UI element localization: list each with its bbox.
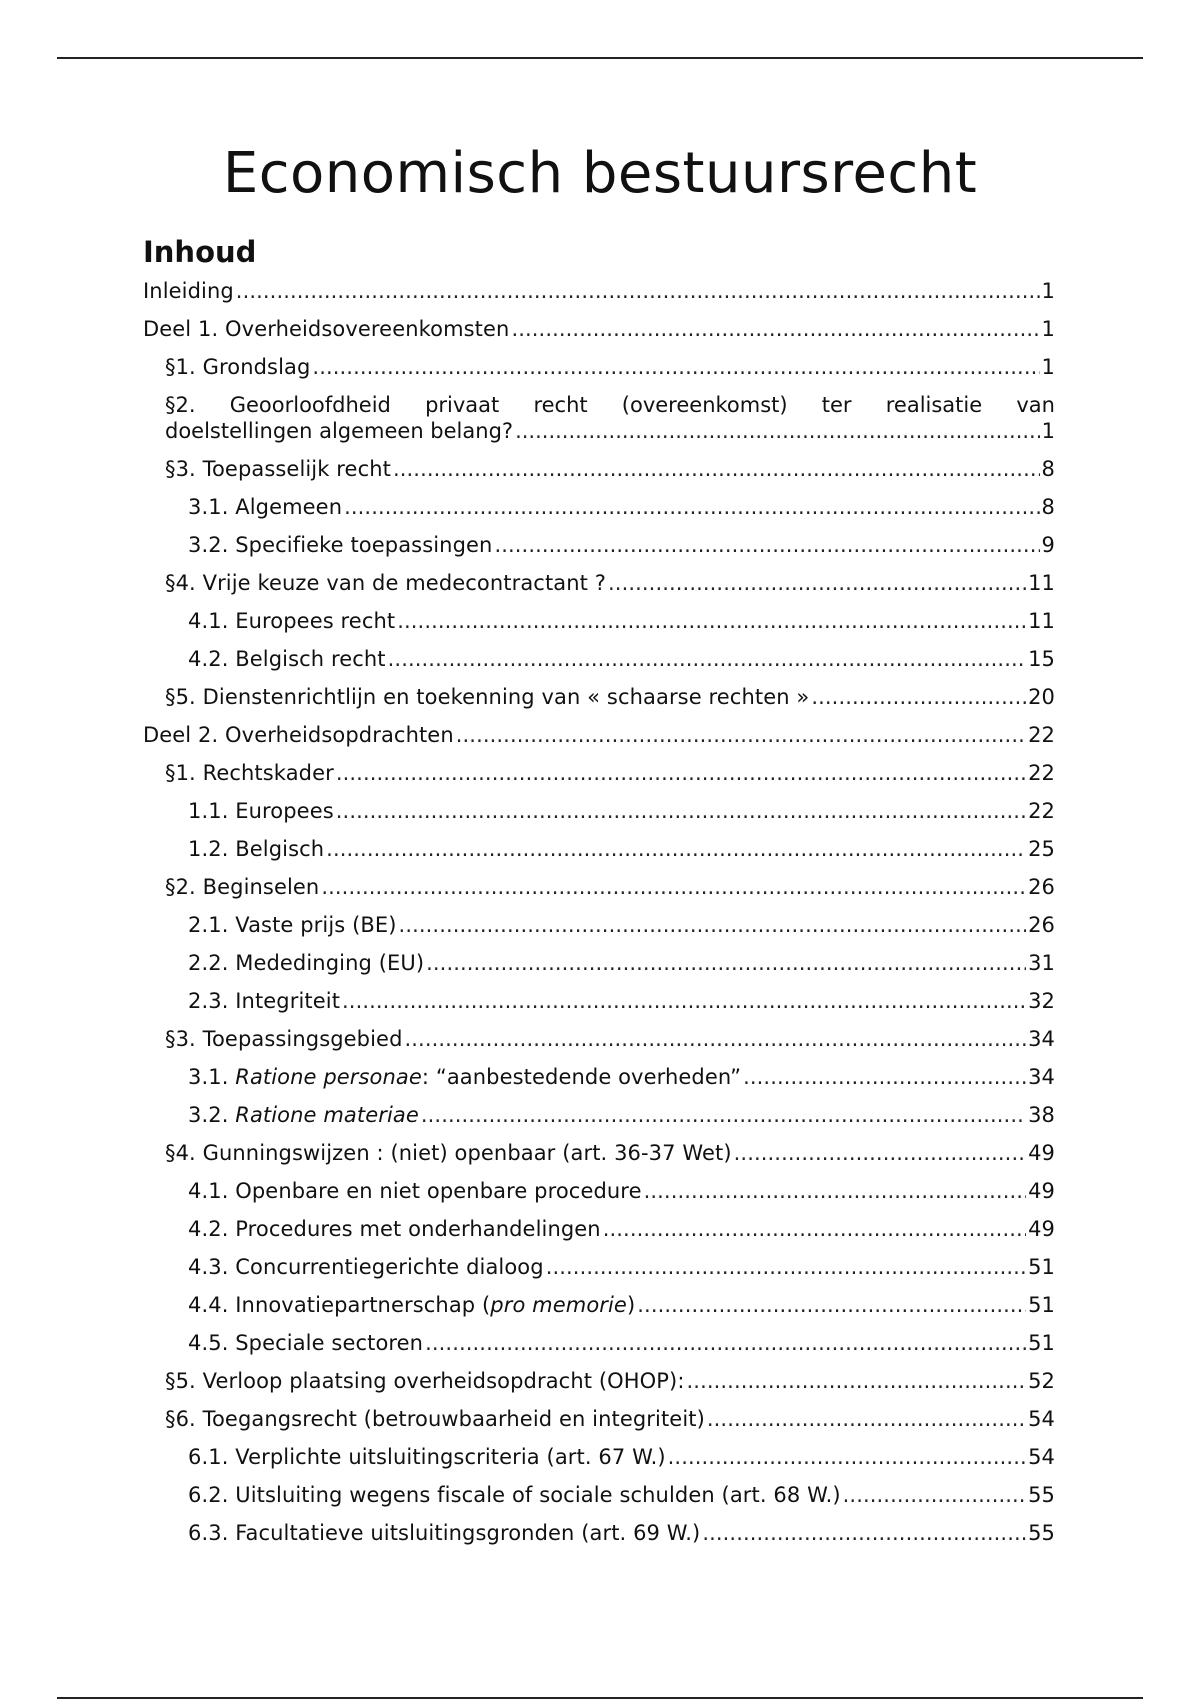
toc-word: recht — [533, 393, 588, 417]
toc-entry-title — [188, 1292, 635, 1318]
toc-entry[interactable] — [143, 1064, 1055, 1090]
toc-dot-leader — [702, 1520, 1026, 1546]
toc-entry[interactable] — [143, 1444, 1055, 1470]
footer-rule — [57, 1697, 1143, 1699]
toc-page-number: 26 — [1028, 875, 1055, 899]
toc-entry-title: 6.1. Verplichte uitsluitingscriteria (art. 67 W.) — [188, 1445, 666, 1469]
toc-dot-leader — [397, 608, 1026, 634]
toc-entry-italic: Ratione personae — [235, 1065, 422, 1089]
toc-entry-wrapped[interactable] — [143, 392, 1055, 444]
header-rule — [57, 57, 1143, 59]
toc-entry-title-line1 — [165, 392, 1055, 418]
toc-entry-title: §4. Vrije keuze van de medecontractant ? — [165, 571, 607, 595]
toc-dot-leader — [399, 912, 1027, 938]
toc-entry[interactable] — [143, 1368, 1055, 1394]
toc-page-number: 22 — [1028, 799, 1055, 823]
toc-dot-leader — [811, 684, 1026, 710]
toc-entry[interactable] — [143, 722, 1055, 748]
toc-entry-title — [188, 1102, 419, 1128]
toc-entry[interactable] — [143, 532, 1055, 558]
toc-dot-leader — [236, 278, 1040, 304]
toc-page-number: 52 — [1028, 1369, 1055, 1393]
toc-entry-title: 6.3. Facultatieve uitsluitingsgronden (art. 69 W.) — [188, 1521, 701, 1545]
toc-entry-title: 4.5. Speciale sectoren — [188, 1331, 424, 1355]
toc-page-number: 34 — [1028, 1065, 1055, 1089]
toc-dot-leader — [342, 988, 1026, 1014]
toc-dot-leader — [405, 1026, 1027, 1052]
toc-dot-leader — [511, 316, 1039, 342]
toc-entry-prefix: 3.2. — [188, 1103, 236, 1127]
toc-entry[interactable] — [143, 456, 1055, 482]
toc-entry-suffix: : “aanbestedende overheden” — [421, 1065, 742, 1089]
toc-entry-title: §5. Verloop plaatsing overheidsopdracht (OHOP): — [165, 1369, 685, 1393]
toc-entry-title: 4.2. Procedures met onderhandelingen — [188, 1217, 601, 1241]
toc-entry-title: doelstellingen algemeen belang? — [165, 419, 514, 443]
toc-dot-leader — [843, 1482, 1026, 1508]
document-title: Economisch bestuursrecht — [222, 141, 978, 206]
toc-dot-leader — [707, 1406, 1026, 1432]
toc-entry-title: 2.3. Integriteit — [188, 989, 341, 1013]
toc-entry[interactable] — [143, 354, 1055, 380]
toc-dot-leader — [734, 1140, 1026, 1166]
toc-entry[interactable] — [143, 912, 1055, 938]
toc-entry-title: 4.1. Openbare en niet openbare procedure — [188, 1179, 642, 1203]
toc-word: ter — [821, 393, 852, 417]
toc-entry-title: 4.2. Belgisch recht — [188, 647, 386, 671]
toc-entry-title: §2. Beginselen — [165, 875, 320, 899]
toc-page-number: 55 — [1028, 1483, 1055, 1507]
toc-entry-title: 1.2. Belgisch — [188, 837, 325, 861]
toc-word: privaat — [425, 393, 500, 417]
toc-page-number: 49 — [1028, 1141, 1055, 1165]
toc-page-number: 1 — [1041, 355, 1055, 379]
toc-word: (overeenkomst) — [621, 393, 788, 417]
toc-entry[interactable] — [143, 1520, 1055, 1546]
toc-entry[interactable] — [143, 1026, 1055, 1052]
toc-page-number: 49 — [1028, 1217, 1055, 1241]
toc-entry[interactable] — [143, 988, 1055, 1014]
toc-entry[interactable] — [143, 608, 1055, 634]
toc-page-number: 32 — [1028, 989, 1055, 1013]
toc-entry-prefix: 4.4. Innovatiepartnerschap ( — [188, 1293, 491, 1317]
toc-page-number: 34 — [1028, 1027, 1055, 1051]
toc-dot-leader — [312, 354, 1039, 380]
toc-entry[interactable] — [143, 836, 1055, 862]
toc-page-number: 25 — [1028, 837, 1055, 861]
toc-page-number: 11 — [1028, 609, 1055, 633]
toc-word: realisatie — [885, 393, 983, 417]
toc-entry-title — [188, 1064, 741, 1090]
toc-entry[interactable] — [143, 646, 1055, 672]
toc-entry-title: Deel 2. Overheidsopdrachten — [143, 723, 454, 747]
toc-entry-title: 3.2. Specifieke toepassingen — [188, 533, 493, 557]
toc-entry[interactable] — [143, 1102, 1055, 1128]
toc-entry-title-line2 — [165, 418, 1055, 444]
toc-entry-title: §3. Toepassingsgebied — [165, 1027, 403, 1051]
toc-entry[interactable] — [143, 1254, 1055, 1280]
toc-page-number: 11 — [1028, 571, 1055, 595]
toc-dot-leader — [608, 570, 1026, 596]
toc-entry-title: Deel 1. Overheidsovereenkomsten — [143, 317, 510, 341]
toc-word: van — [1016, 393, 1055, 417]
toc-dot-leader — [321, 874, 1026, 900]
toc-page-number: 22 — [1028, 723, 1055, 747]
toc-page-number: 22 — [1028, 761, 1055, 785]
toc-page-number: 20 — [1028, 685, 1055, 709]
toc-entry[interactable] — [143, 494, 1055, 520]
toc-entry-title: 2.2. Mededinging (EU) — [188, 951, 425, 975]
toc-page-number: 31 — [1028, 951, 1055, 975]
toc-entry-title: 3.1. Algemeen — [188, 495, 343, 519]
toc-entry[interactable] — [143, 684, 1055, 710]
toc-page-number: 51 — [1028, 1255, 1055, 1279]
toc-entry-title: 4.3. Concurrentiegerichte dialoog — [188, 1255, 544, 1279]
toc-dot-leader — [393, 456, 1040, 482]
toc-page-number: 1 — [1041, 317, 1055, 341]
toc-entry-title: §4. Gunningswijzen : (niet) openbaar (art. 36-37 Wet) — [165, 1141, 732, 1165]
toc-page-number: 54 — [1028, 1407, 1055, 1431]
toc-entry-title: §3. Toepasselijk recht — [165, 457, 391, 481]
toc-entry-title: §1. Rechtskader — [165, 761, 334, 785]
toc-dot-leader — [546, 1254, 1026, 1280]
toc-dot-leader — [421, 1102, 1026, 1128]
toc-dot-leader — [388, 646, 1026, 672]
toc-dot-leader — [336, 798, 1026, 824]
toc-entry-title: 4.1. Europees recht — [188, 609, 396, 633]
toc-page-number: 1 — [1041, 279, 1055, 303]
toc-dot-leader — [494, 532, 1039, 558]
toc-dot-leader — [637, 1292, 1026, 1318]
toc-page-number: 8 — [1041, 495, 1055, 519]
toc-entry-title: §6. Toegangsrecht (betrouwbaarheid en integriteit) — [165, 1407, 705, 1431]
toc-entry[interactable] — [143, 316, 1055, 342]
toc-page-number: 9 — [1041, 533, 1055, 557]
toc-word: Geoorloofdheid — [229, 393, 391, 417]
toc-entry[interactable] — [143, 1140, 1055, 1166]
toc-dot-leader — [426, 950, 1026, 976]
toc-entry-title: 2.1. Vaste prijs (BE) — [188, 913, 397, 937]
toc-dot-leader — [743, 1064, 1026, 1090]
toc-dot-leader — [425, 1330, 1026, 1356]
toc-dot-leader — [515, 418, 1040, 444]
toc-entry[interactable] — [143, 278, 1055, 304]
toc-entry[interactable] — [143, 1330, 1055, 1356]
toc-dot-leader — [344, 494, 1039, 520]
toc-entry-title: §5. Dienstenrichtlijn en toekenning van « schaarse rechten » — [165, 685, 810, 709]
toc-dot-leader — [644, 1178, 1026, 1204]
toc-page-number: 1 — [1041, 419, 1055, 443]
toc-dot-leader — [326, 836, 1026, 862]
toc-page-number: 55 — [1028, 1521, 1055, 1545]
toc-entry-title: 1.1. Europees — [188, 799, 334, 823]
toc-entry-title: 6.2. Uitsluiting wegens fiscale of sociale schulden (art. 68 W.) — [188, 1483, 841, 1507]
toc-entry[interactable] — [143, 1406, 1055, 1432]
toc-entry-title: §1. Grondslag — [165, 355, 311, 379]
toc-page-number: 38 — [1028, 1103, 1055, 1127]
table-of-contents — [143, 278, 1055, 1558]
toc-entry[interactable] — [143, 1482, 1055, 1508]
toc-entry[interactable] — [143, 874, 1055, 900]
toc-entry-title: Inleiding — [143, 279, 234, 303]
toc-entry[interactable] — [143, 570, 1055, 596]
toc-entry-prefix: 3.1. — [188, 1065, 236, 1089]
toc-page-number: 51 — [1028, 1331, 1055, 1355]
toc-dot-leader — [603, 1216, 1026, 1242]
toc-entry[interactable] — [143, 1292, 1055, 1318]
toc-entry[interactable] — [143, 950, 1055, 976]
toc-dot-leader — [456, 722, 1026, 748]
toc-heading: Inhoud — [143, 235, 257, 269]
toc-entry-suffix: ) — [626, 1293, 636, 1317]
toc-page-number: 26 — [1028, 913, 1055, 937]
toc-dot-leader — [687, 1368, 1027, 1394]
toc-page-number: 51 — [1028, 1293, 1055, 1317]
toc-page-number: 49 — [1028, 1179, 1055, 1203]
toc-entry-italic: pro memorie — [490, 1293, 627, 1317]
toc-page-number: 54 — [1028, 1445, 1055, 1469]
toc-dot-leader — [668, 1444, 1026, 1470]
toc-page-number: 15 — [1028, 647, 1055, 671]
toc-entry-italic: Ratione materiae — [235, 1103, 419, 1127]
toc-dot-leader — [336, 760, 1026, 786]
toc-entry[interactable] — [143, 798, 1055, 824]
toc-entry[interactable] — [143, 1216, 1055, 1242]
toc-page-number: 8 — [1041, 457, 1055, 481]
toc-entry[interactable] — [143, 1178, 1055, 1204]
toc-word: §2. — [165, 393, 196, 417]
toc-entry[interactable] — [143, 760, 1055, 786]
